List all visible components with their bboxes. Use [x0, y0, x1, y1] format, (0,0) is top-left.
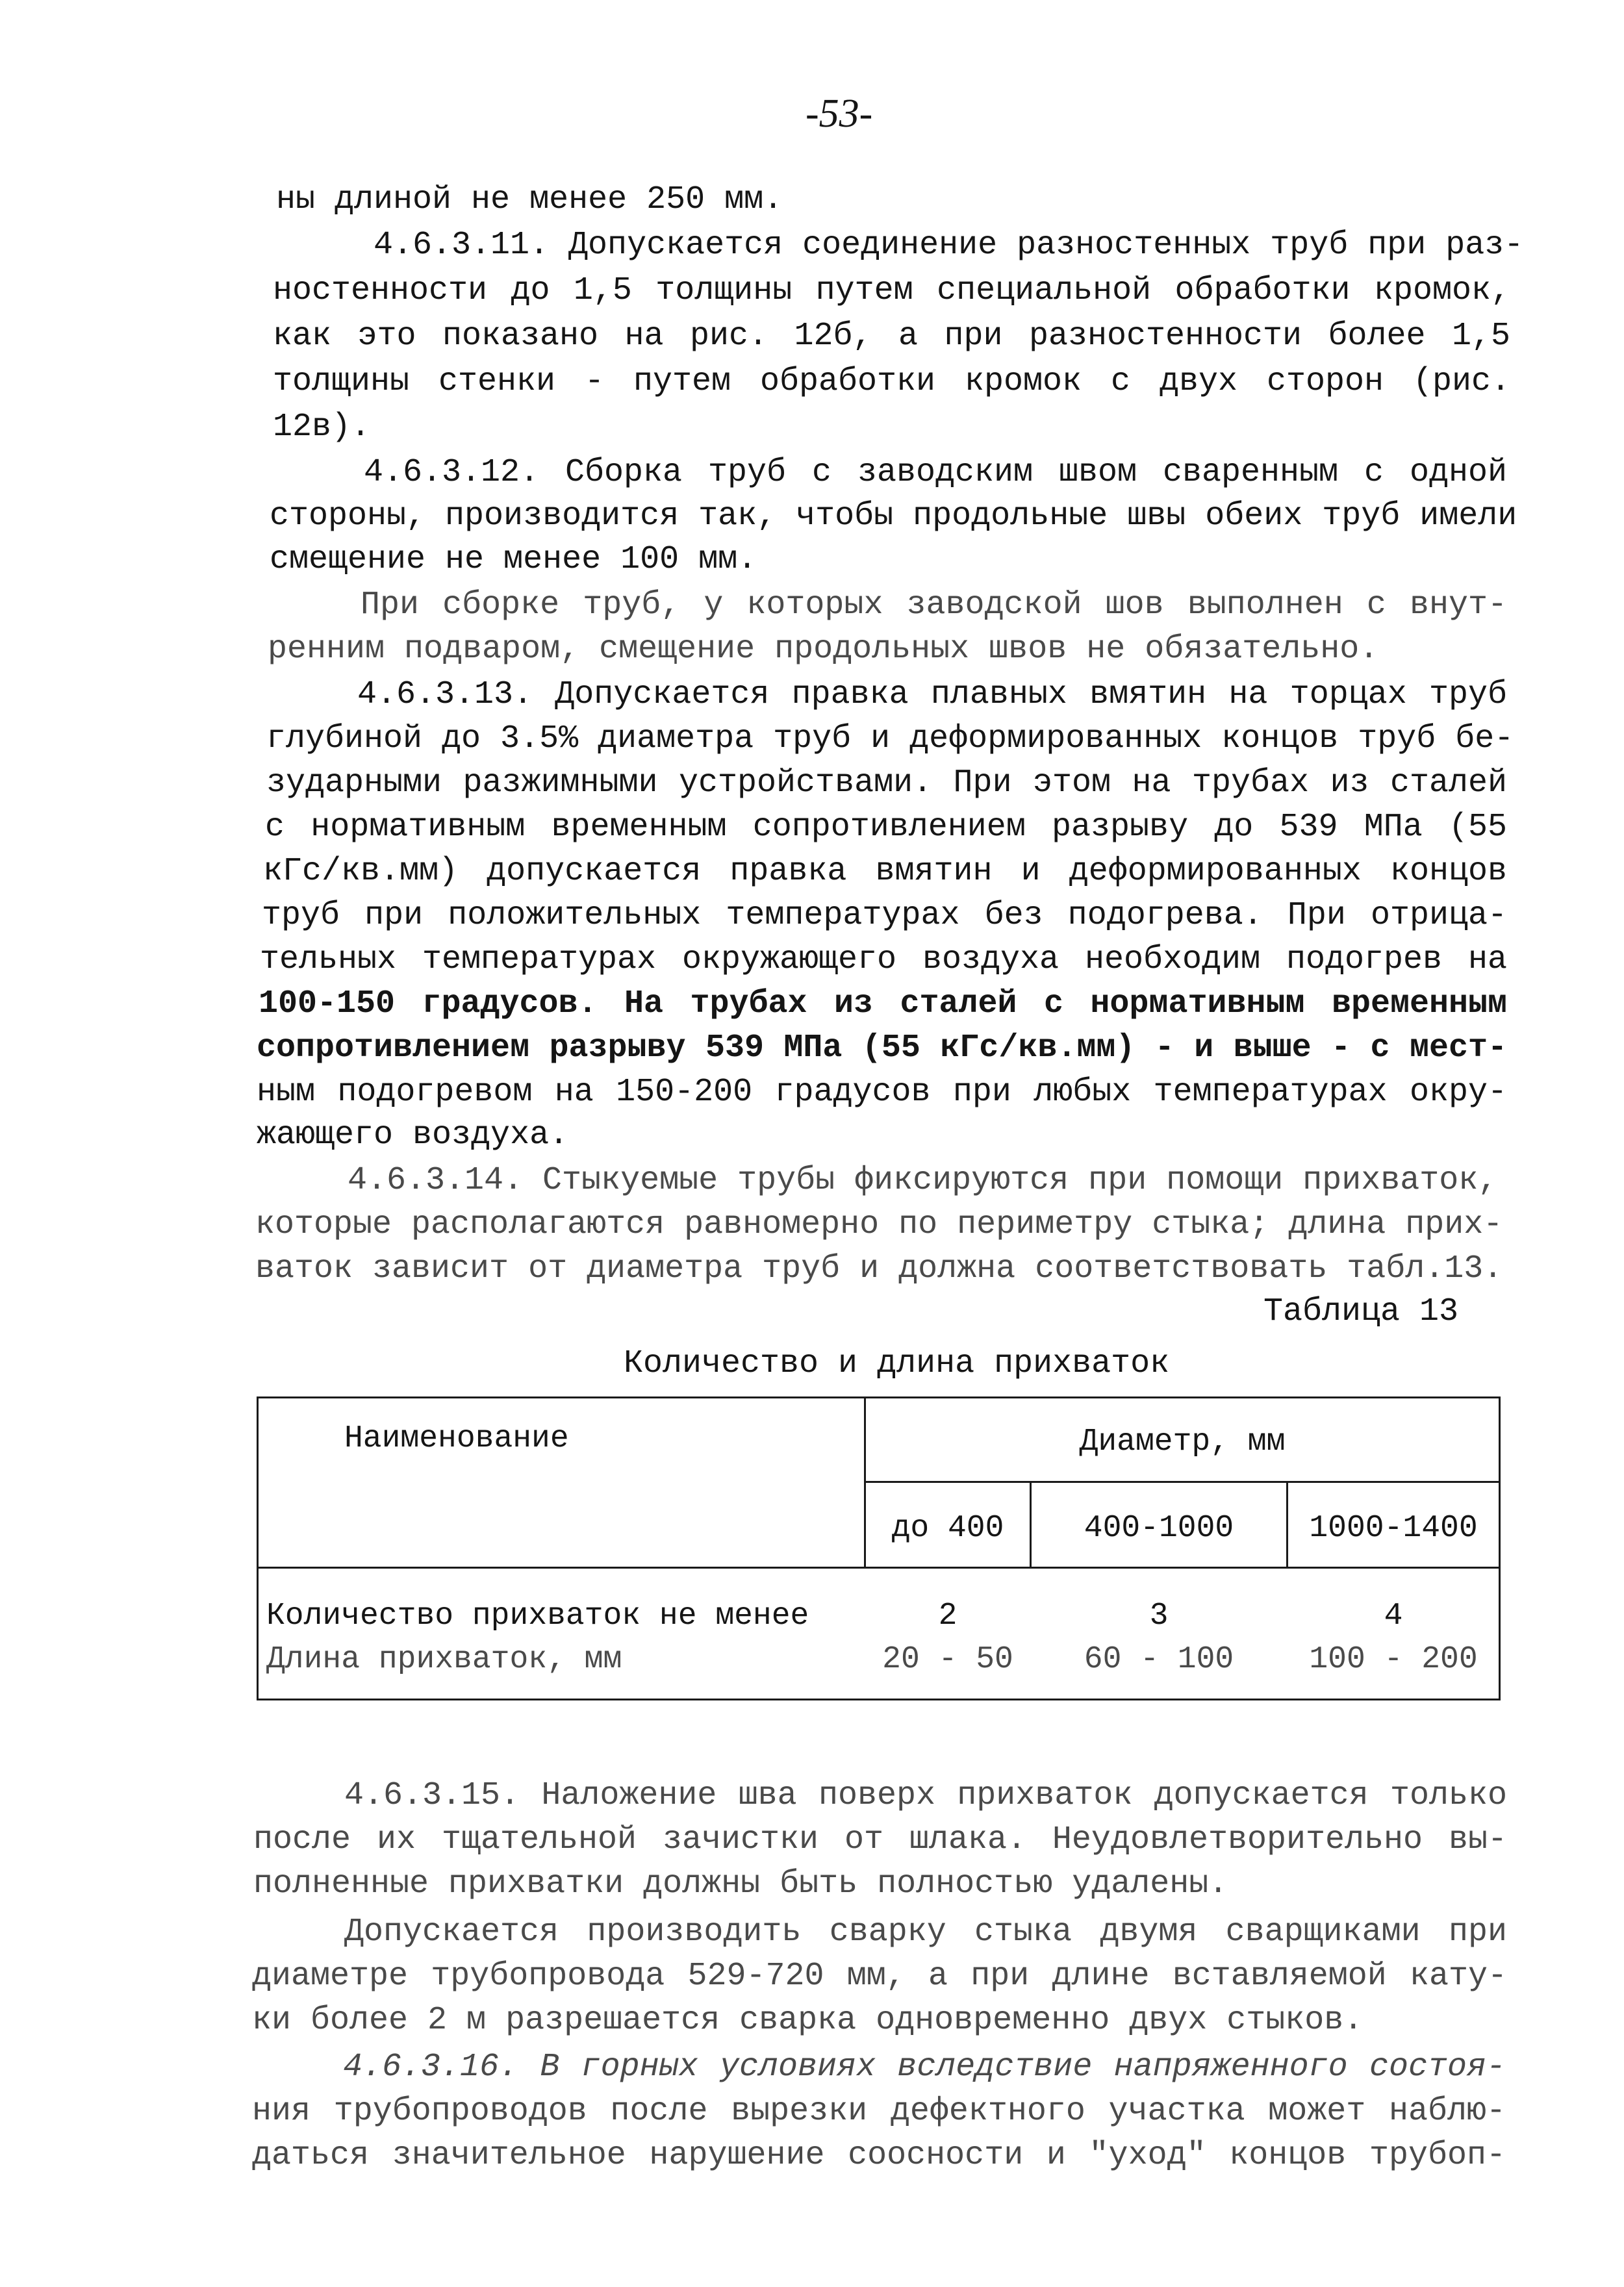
text-line: даться значительное нарушение соосности и "уход" концов трубоп- — [252, 2137, 1506, 2174]
text-line: ны длиной не менее 250 мм. — [276, 181, 783, 218]
text-line: глубиной до 3.5% диаметра труб и деформированных концов труб бе- — [266, 720, 1514, 757]
table-title: Количество и длина прихваток — [624, 1345, 1170, 1382]
text-line: зударными разжимными устройствами. При этом на трубах из сталей — [266, 764, 1507, 802]
table-cell: 20 - 50 — [882, 1642, 1013, 1677]
table-top-border — [257, 1396, 1501, 1398]
text-line: смещение не менее 100 мм. — [270, 541, 757, 578]
text-line: 4.6.3.15. Наложение шва поверх прихваток допускается только — [344, 1777, 1507, 1814]
table-column-header: 1000-1400 — [1309, 1511, 1478, 1546]
text-line: 4.6.3.16. В горных условиях вследствие напряженного состоя- — [343, 2049, 1506, 2086]
table-cell: 60 - 100 — [1084, 1642, 1234, 1677]
text-line: ностенности до 1,5 толщины путем специальной обработки кромок, — [273, 272, 1510, 309]
table-cell: 2 — [938, 1598, 958, 1634]
text-line: после их тщательной зачистки от шлака. Неудовлетворительно вы- — [253, 1821, 1507, 1858]
text-line: диаметре трубопровода 529-720 мм, а при длине вставляемой кату- — [252, 1958, 1507, 1995]
table-subheader-rule — [864, 1481, 1501, 1483]
text-line: толщины стенки - путем обработки кромок с двух сторон (рис. — [273, 363, 1510, 400]
text-line: ки более 2 м разрешается сварка одновременно двух стыков. — [252, 2002, 1364, 2039]
text-line: с нормативным временным сопротивлением разрыву до 539 МПа (55 — [265, 809, 1507, 846]
table-cell: 3 — [1149, 1598, 1169, 1634]
text-line: Допускается производить сварку стыка двумя сварщиками при — [344, 1914, 1507, 1951]
table-row-name: Длина прихваток, мм — [266, 1642, 622, 1677]
text-line: ренним подваром, смещение продольных швов не обязательно. — [268, 631, 1379, 668]
table-cell: 4 — [1384, 1598, 1403, 1634]
text-line: которые располагаются равномерно по периметру стыка; длина прих- — [255, 1206, 1503, 1243]
table-number: Таблица 13 — [1263, 1293, 1459, 1330]
table-header-rule — [257, 1567, 1501, 1569]
table-left-border — [257, 1396, 259, 1699]
text-line: ным подогревом на 150-200 градусов при любых температурах окру- — [257, 1074, 1507, 1111]
text-line: 100-150 градусов. На трубах из сталей с нормативным временным — [259, 985, 1507, 1022]
page-number: -53- — [806, 92, 873, 136]
table-header-name: Наименование — [344, 1421, 569, 1456]
text-line: стороны, производится так, чтобы продольные швы обеих труб имели — [270, 498, 1517, 535]
text-line: ваток зависит от диаметра труб и должна соответствовать табл.13. — [255, 1250, 1503, 1287]
table-cell: 100 - 200 — [1309, 1642, 1478, 1677]
table-header-diameter: Диаметр, мм — [1079, 1424, 1286, 1459]
text-line: 12в). — [273, 409, 371, 446]
text-line: При сборке труб, у которых заводской шов выполнен с внут- — [361, 587, 1507, 624]
text-line: тельных температурах окружающего воздуха необходим подогрев на — [260, 941, 1507, 978]
table-row-name: Количество прихваток не менее — [266, 1598, 809, 1634]
table-column-header: 400-1000 — [1084, 1511, 1234, 1546]
text-line: труб при положительных температурах без подогрева. При отрица- — [262, 897, 1507, 934]
text-line: полненные прихватки должны быть полностью удалены. — [253, 1865, 1228, 1902]
text-line: 4.6.3.14. Стыкуемые трубы фиксируются при помощи прихваток, — [348, 1162, 1498, 1199]
text-line: ния трубопроводов после вырезки дефектного участка может наблю- — [252, 2093, 1506, 2130]
text-line: жающего воздуха. — [257, 1117, 569, 1154]
text-line: 4.6.3.11. Допускается соединение разностенных труб при раз- — [374, 227, 1524, 264]
text-line: как это показано на рис. 12б, а при разностенности более 1,5 — [273, 318, 1510, 355]
text-line: 4.6.3.13. Допускается правка плавных вмятин на торцах труб — [357, 676, 1507, 713]
table-column-header: до 400 — [891, 1511, 1004, 1546]
text-line: 4.6.3.12. Сборка труб с заводским швом сваренным с одной — [364, 454, 1507, 491]
text-line: сопротивлением разрыву 539 МПа (55 кГс/кв.мм) - и выше - с мест- — [257, 1030, 1507, 1067]
table-bottom-border — [257, 1699, 1501, 1700]
text-line: кГс/кв.мм) допускается правка вмятин и деформированных концов — [263, 853, 1507, 890]
